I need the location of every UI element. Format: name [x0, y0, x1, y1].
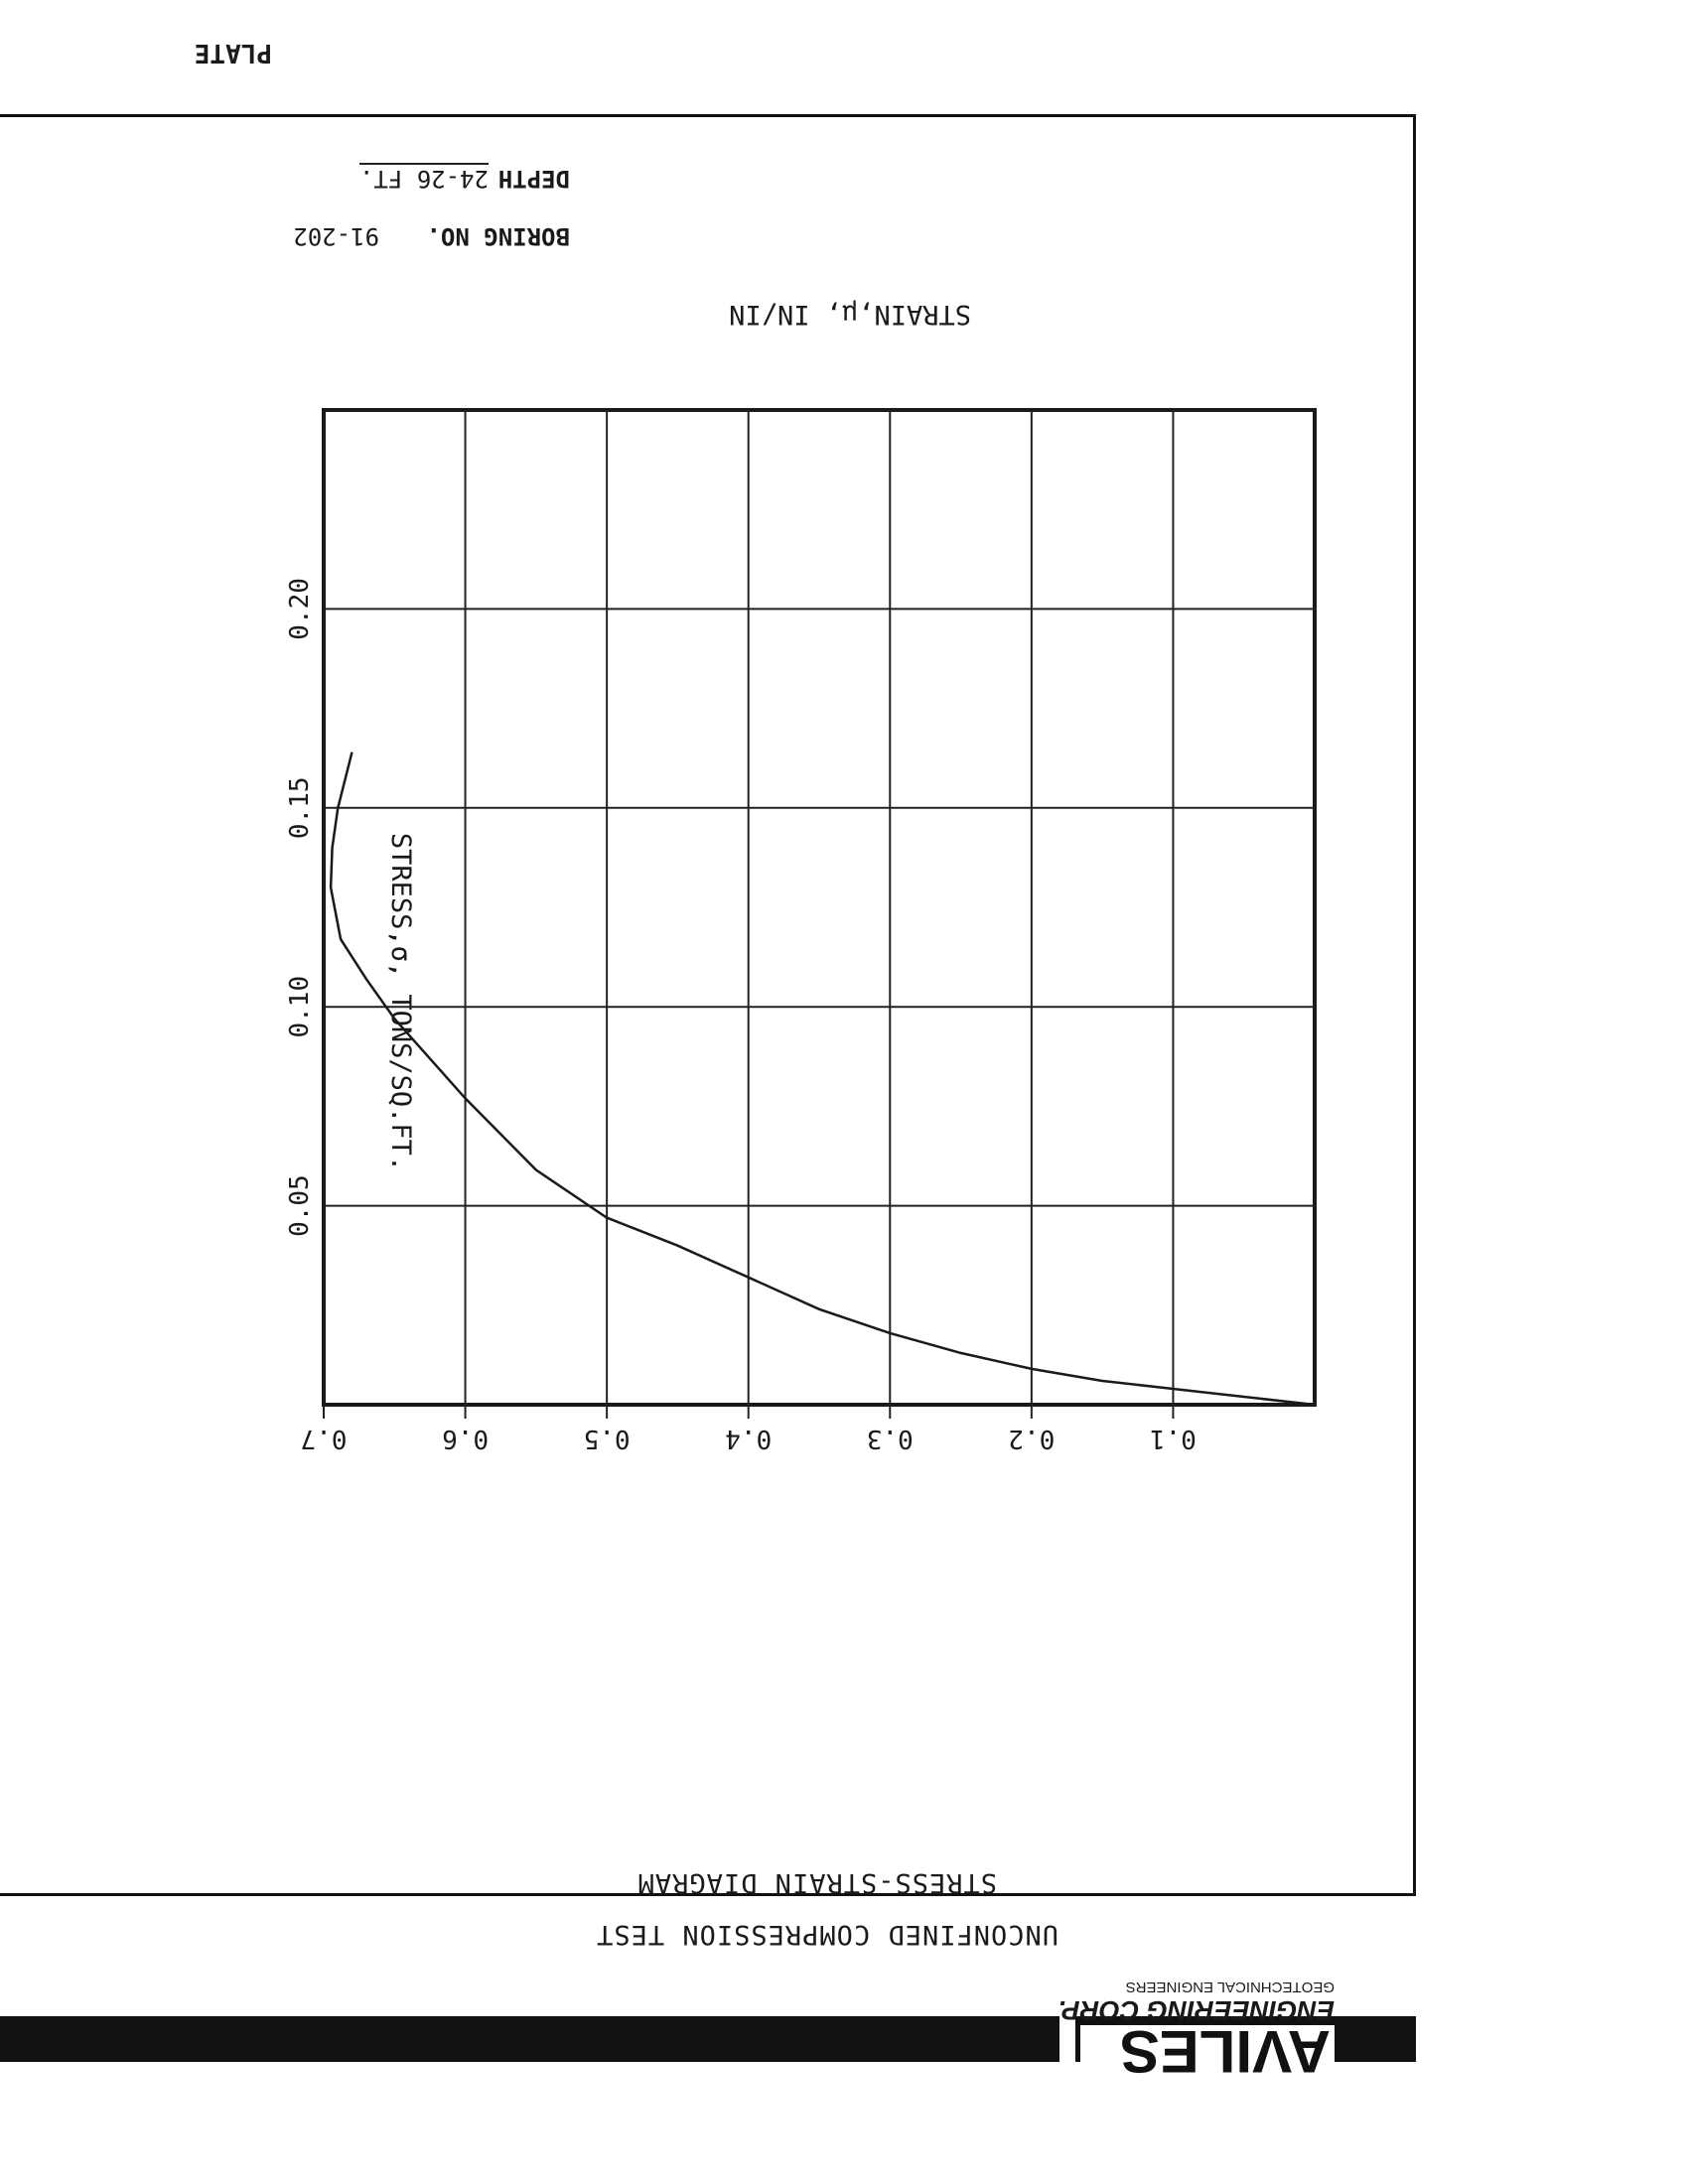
x-axis-label: STRAIN,μ, IN/IN [729, 299, 971, 330]
x-tick-label: 0.1 [1149, 1424, 1197, 1453]
y-tick-label: 0.20 [285, 578, 315, 640]
x-tick-label: 0.6 [442, 1424, 490, 1453]
report-title: UNCONFINED COMPRESSION TEST [596, 1919, 1058, 1950]
logo-wordmark: AVILES [1119, 2018, 1331, 2085]
x-tick-label: 0.5 [583, 1424, 631, 1453]
plot-area [324, 410, 1315, 1405]
x-tick-label: 0.3 [866, 1424, 914, 1453]
y-tick-label: 0.05 [285, 1174, 315, 1237]
x-tick-label: 0.7 [300, 1424, 348, 1453]
y-tick-label: 0.15 [285, 776, 315, 840]
y-axis-label: STRESS,σ, TONS/SQ.FT. [384, 832, 416, 1172]
x-tick-label: 0.2 [1008, 1424, 1056, 1453]
logo-tagline: GEOTECHNICAL ENGINEERS [1125, 1979, 1335, 1995]
logo-company-name: ENGINEERING CORP. [1058, 1995, 1335, 2025]
depth-label: DEPTH [497, 165, 570, 193]
stress-strain-curve [331, 752, 1315, 1405]
y-tick-label: 0.10 [285, 975, 315, 1038]
x-tick-label: 0.4 [725, 1424, 773, 1453]
plate-label: PLATE [194, 38, 272, 68]
boring-number-label: BORING NO. [426, 222, 570, 250]
report-subtitle: STRESS-STRAIN DIAGRAM [636, 1867, 997, 1898]
depth-value: 24-26 FT. [358, 165, 489, 193]
boring-number-value: 91-202 [293, 222, 379, 250]
